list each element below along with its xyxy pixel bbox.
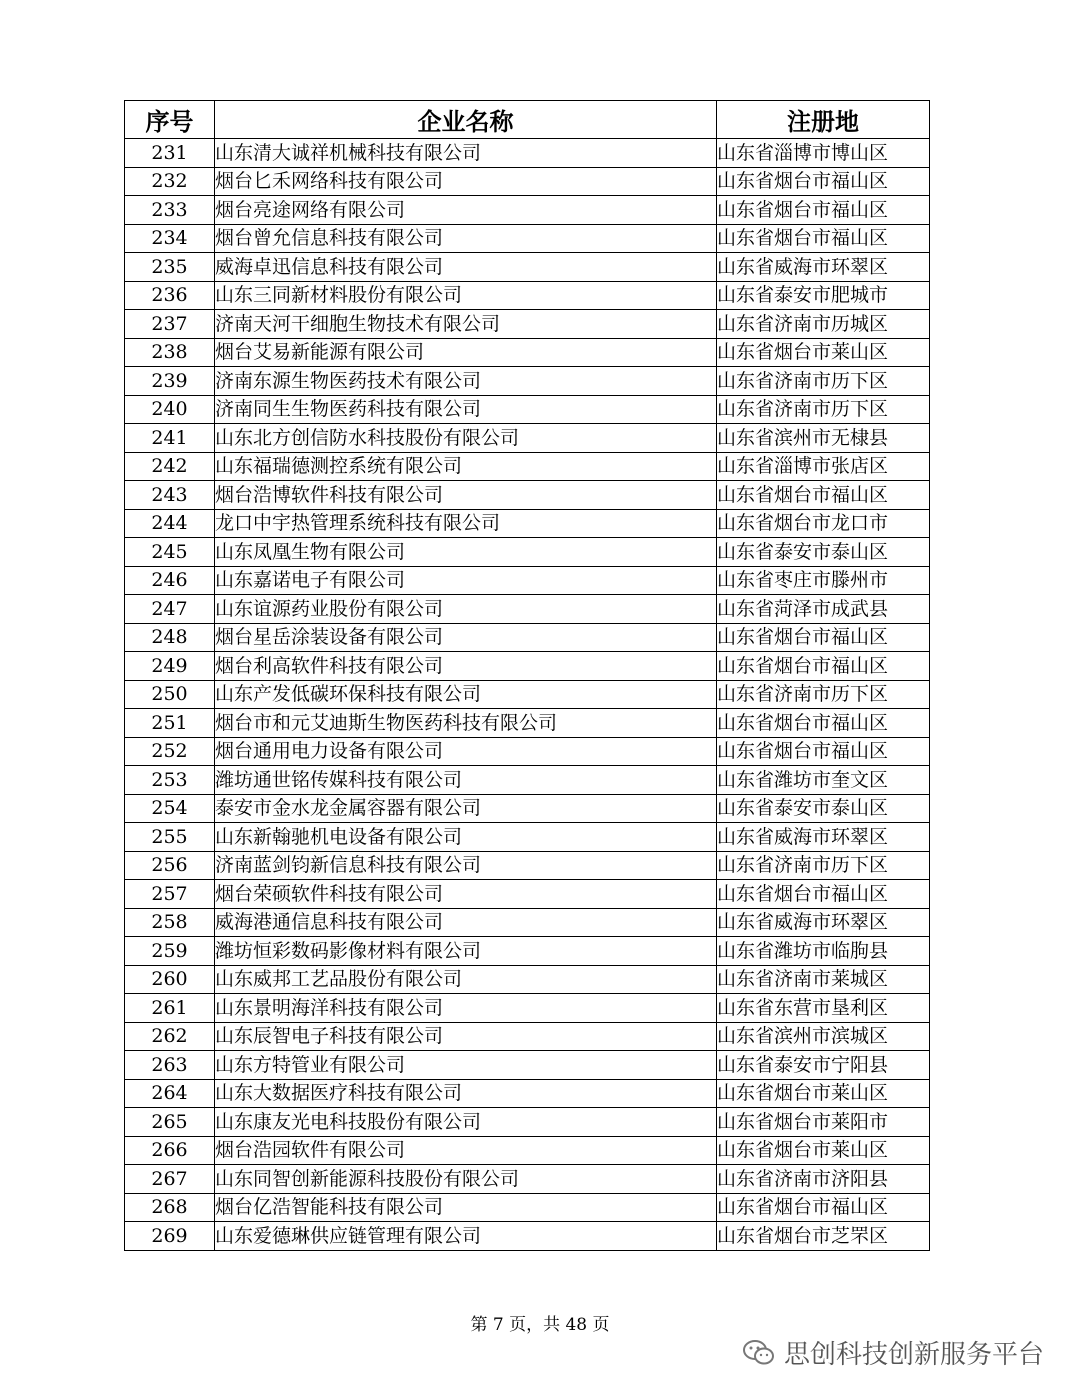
serial-number-cell: 236 — [125, 281, 215, 310]
serial-number-cell: 250 — [125, 680, 215, 709]
table-row — [125, 908, 930, 937]
registered-place-cell: 山东省烟台市福山区 — [717, 623, 930, 652]
company-name-cell: 山东景明海洋科技有限公司 — [215, 994, 717, 1023]
registered-place-cell: 山东省枣庄市滕州市 — [717, 566, 930, 595]
table-row — [125, 452, 930, 481]
registered-place-cell: 山东省济南市历下区 — [717, 680, 930, 709]
table-row — [125, 737, 930, 766]
registered-place-cell: 山东省烟台市福山区 — [717, 481, 930, 510]
company-name-cell: 潍坊恒彩数码影像材料有限公司 — [215, 937, 717, 966]
registered-place-cell: 山东省滨州市滨城区 — [717, 1022, 930, 1051]
table-row — [125, 652, 930, 681]
registered-place-cell: 山东省淄博市博山区 — [717, 139, 930, 168]
serial-number-cell: 254 — [125, 794, 215, 823]
wechat-icon — [742, 1338, 776, 1368]
company-name-cell: 山东康友光电科技股份有限公司 — [215, 1108, 717, 1137]
table-header-row — [125, 101, 930, 139]
company-name-cell: 济南东源生物医药技术有限公司 — [215, 367, 717, 396]
watermark-text: 思创科技创新服务平台 — [783, 1340, 1044, 1370]
table-row — [125, 310, 930, 339]
company-name-cell: 济南天河干细胞生物技术有限公司 — [215, 310, 717, 339]
table-row — [125, 851, 930, 880]
serial-number-cell: 268 — [125, 1193, 215, 1222]
company-name-cell: 山东产发低碳环保科技有限公司 — [215, 680, 717, 709]
serial-number-cell: 259 — [125, 937, 215, 966]
registered-place-cell: 山东省烟台市龙口市 — [717, 509, 930, 538]
company-name-cell: 山东同智创新能源科技股份有限公司 — [215, 1165, 717, 1194]
serial-number-cell: 266 — [125, 1136, 215, 1165]
company-name-cell: 山东谊源药业股份有限公司 — [215, 595, 717, 624]
company-name-cell: 烟台通用电力设备有限公司 — [215, 737, 717, 766]
serial-number-cell: 261 — [125, 994, 215, 1023]
registered-place-cell: 山东省烟台市福山区 — [717, 652, 930, 681]
table-row — [125, 595, 930, 624]
serial-number-cell: 244 — [125, 509, 215, 538]
serial-number-cell: 237 — [125, 310, 215, 339]
registered-place-cell: 山东省潍坊市临朐县 — [717, 937, 930, 966]
company-name-cell: 烟台艾易新能源有限公司 — [215, 338, 717, 367]
table-body — [125, 139, 930, 1251]
company-name-cell: 威海卓迅信息科技有限公司 — [215, 253, 717, 282]
serial-number-cell: 256 — [125, 851, 215, 880]
table-row — [125, 709, 930, 738]
serial-number-cell: 232 — [125, 167, 215, 196]
registered-place-cell: 山东省泰安市泰山区 — [717, 794, 930, 823]
registered-place-cell: 山东省济南市历下区 — [717, 395, 930, 424]
table-row — [125, 1022, 930, 1051]
table-row — [125, 509, 930, 538]
table-row — [125, 395, 930, 424]
table-row — [125, 367, 930, 396]
table-row — [125, 139, 930, 168]
company-name-cell: 山东辰智电子科技有限公司 — [215, 1022, 717, 1051]
company-name-cell: 烟台亿浩智能科技有限公司 — [215, 1193, 717, 1222]
table-row — [125, 1193, 930, 1222]
company-name-cell: 烟台利高软件科技有限公司 — [215, 652, 717, 681]
company-name-cell: 山东北方创信防水科技股份有限公司 — [215, 424, 717, 453]
serial-number-cell: 255 — [125, 823, 215, 852]
registered-place-cell: 山东省烟台市福山区 — [717, 196, 930, 225]
header-registered-place: 注册地 — [717, 101, 930, 139]
table-row — [125, 281, 930, 310]
company-name-cell: 烟台曾允信息科技有限公司 — [215, 224, 717, 253]
table-row — [125, 538, 930, 567]
serial-number-cell: 265 — [125, 1108, 215, 1137]
company-table — [124, 100, 930, 1251]
registered-place-cell: 山东省烟台市莱山区 — [717, 1079, 930, 1108]
registered-place-cell: 山东省烟台市福山区 — [717, 709, 930, 738]
table-row — [125, 1108, 930, 1137]
serial-number-cell: 258 — [125, 908, 215, 937]
registered-place-cell: 山东省淄博市张店区 — [717, 452, 930, 481]
serial-number-cell: 233 — [125, 196, 215, 225]
watermark — [742, 1334, 1044, 1371]
registered-place-cell: 山东省威海市环翠区 — [717, 253, 930, 282]
company-name-cell: 山东福瑞德测控系统有限公司 — [215, 452, 717, 481]
table-row — [125, 1079, 930, 1108]
company-name-cell: 山东凤凰生物有限公司 — [215, 538, 717, 567]
serial-number-cell: 252 — [125, 737, 215, 766]
company-name-cell: 烟台星岳涂装设备有限公司 — [215, 623, 717, 652]
registered-place-cell: 山东省烟台市福山区 — [717, 1193, 930, 1222]
registered-place-cell: 山东省威海市环翠区 — [717, 908, 930, 937]
serial-number-cell: 242 — [125, 452, 215, 481]
serial-number-cell: 231 — [125, 139, 215, 168]
serial-number-cell: 240 — [125, 395, 215, 424]
table-row — [125, 424, 930, 453]
registered-place-cell: 山东省济南市济阳县 — [717, 1165, 930, 1194]
company-name-cell: 潍坊通世铭传媒科技有限公司 — [215, 766, 717, 795]
serial-number-cell: 239 — [125, 367, 215, 396]
page-number: 第 7 页，共 48 页 — [470, 1315, 610, 1335]
registered-place-cell: 山东省济南市历城区 — [717, 310, 930, 339]
company-name-cell: 山东大数据医疗科技有限公司 — [215, 1079, 717, 1108]
company-name-cell: 烟台亮途网络有限公司 — [215, 196, 717, 225]
serial-number-cell: 247 — [125, 595, 215, 624]
company-name-cell: 烟台浩博软件科技有限公司 — [215, 481, 717, 510]
registered-place-cell: 山东省烟台市芝罘区 — [717, 1222, 930, 1251]
table-row — [125, 1136, 930, 1165]
table-row — [125, 566, 930, 595]
registered-place-cell: 山东省泰安市宁阳县 — [717, 1051, 930, 1080]
registered-place-cell: 山东省烟台市福山区 — [717, 167, 930, 196]
table-row — [125, 680, 930, 709]
registered-place-cell: 山东省东营市垦利区 — [717, 994, 930, 1023]
registered-place-cell: 山东省烟台市福山区 — [717, 224, 930, 253]
table-row — [125, 794, 930, 823]
company-name-cell: 泰安市金水龙金属容器有限公司 — [215, 794, 717, 823]
serial-number-cell: 238 — [125, 338, 215, 367]
serial-number-cell: 253 — [125, 766, 215, 795]
serial-number-cell: 234 — [125, 224, 215, 253]
company-name-cell: 威海港通信息科技有限公司 — [215, 908, 717, 937]
serial-number-cell: 248 — [125, 623, 215, 652]
registered-place-cell: 山东省烟台市莱山区 — [717, 1136, 930, 1165]
serial-number-cell: 251 — [125, 709, 215, 738]
serial-number-cell: 264 — [125, 1079, 215, 1108]
serial-number-cell: 243 — [125, 481, 215, 510]
header-company-name: 企业名称 — [215, 101, 717, 139]
registered-place-cell: 山东省泰安市泰山区 — [717, 538, 930, 567]
table-row — [125, 253, 930, 282]
table-row — [125, 338, 930, 367]
table-row — [125, 1222, 930, 1251]
company-name-cell: 山东清大诚祥机械科技有限公司 — [215, 139, 717, 168]
serial-number-cell: 257 — [125, 880, 215, 909]
table-row — [125, 766, 930, 795]
table-row — [125, 880, 930, 909]
table-row — [125, 965, 930, 994]
company-name-cell: 山东威邦工艺品股份有限公司 — [215, 965, 717, 994]
registered-place-cell: 山东省威海市环翠区 — [717, 823, 930, 852]
registered-place-cell: 山东省济南市历下区 — [717, 367, 930, 396]
registered-place-cell: 山东省烟台市莱山区 — [717, 338, 930, 367]
table-row — [125, 994, 930, 1023]
table-row — [125, 623, 930, 652]
header-serial-number: 序号 — [125, 101, 215, 139]
serial-number-cell: 249 — [125, 652, 215, 681]
serial-number-cell: 241 — [125, 424, 215, 453]
company-name-cell: 烟台荣硕软件科技有限公司 — [215, 880, 717, 909]
serial-number-cell: 245 — [125, 538, 215, 567]
serial-number-cell: 235 — [125, 253, 215, 282]
registered-place-cell: 山东省烟台市莱阳市 — [717, 1108, 930, 1137]
table-row — [125, 1051, 930, 1080]
table-row — [125, 1165, 930, 1194]
serial-number-cell: 263 — [125, 1051, 215, 1080]
serial-number-cell: 267 — [125, 1165, 215, 1194]
company-name-cell: 龙口中宇热管理系统科技有限公司 — [215, 509, 717, 538]
registered-place-cell: 山东省潍坊市奎文区 — [717, 766, 930, 795]
registered-place-cell: 山东省济南市历下区 — [717, 851, 930, 880]
table-row — [125, 481, 930, 510]
table-row — [125, 196, 930, 225]
serial-number-cell: 246 — [125, 566, 215, 595]
registered-place-cell: 山东省菏泽市成武县 — [717, 595, 930, 624]
registered-place-cell: 山东省滨州市无棣县 — [717, 424, 930, 453]
company-name-cell: 山东方特管业有限公司 — [215, 1051, 717, 1080]
table-row — [125, 823, 930, 852]
registered-place-cell: 山东省泰安市肥城市 — [717, 281, 930, 310]
serial-number-cell: 262 — [125, 1022, 215, 1051]
company-name-cell: 烟台匕禾网络科技有限公司 — [215, 167, 717, 196]
table-row — [125, 167, 930, 196]
company-name-cell: 烟台市和元艾迪斯生物医药科技有限公司 — [215, 709, 717, 738]
registered-place-cell: 山东省济南市莱城区 — [717, 965, 930, 994]
company-name-cell: 济南同生生物医药科技有限公司 — [215, 395, 717, 424]
registered-place-cell: 山东省烟台市福山区 — [717, 737, 930, 766]
company-name-cell: 山东新翰驰机电设备有限公司 — [215, 823, 717, 852]
company-name-cell: 山东爱德琳供应链管理有限公司 — [215, 1222, 717, 1251]
registered-place-cell: 山东省烟台市福山区 — [717, 880, 930, 909]
company-name-cell: 山东嘉诺电子有限公司 — [215, 566, 717, 595]
table-row — [125, 224, 930, 253]
company-name-cell: 济南蓝剑钧新信息科技有限公司 — [215, 851, 717, 880]
company-name-cell: 烟台浩园软件有限公司 — [215, 1136, 717, 1165]
table-row — [125, 937, 930, 966]
serial-number-cell: 269 — [125, 1222, 215, 1251]
company-name-cell: 山东三同新材料股份有限公司 — [215, 281, 717, 310]
serial-number-cell: 260 — [125, 965, 215, 994]
